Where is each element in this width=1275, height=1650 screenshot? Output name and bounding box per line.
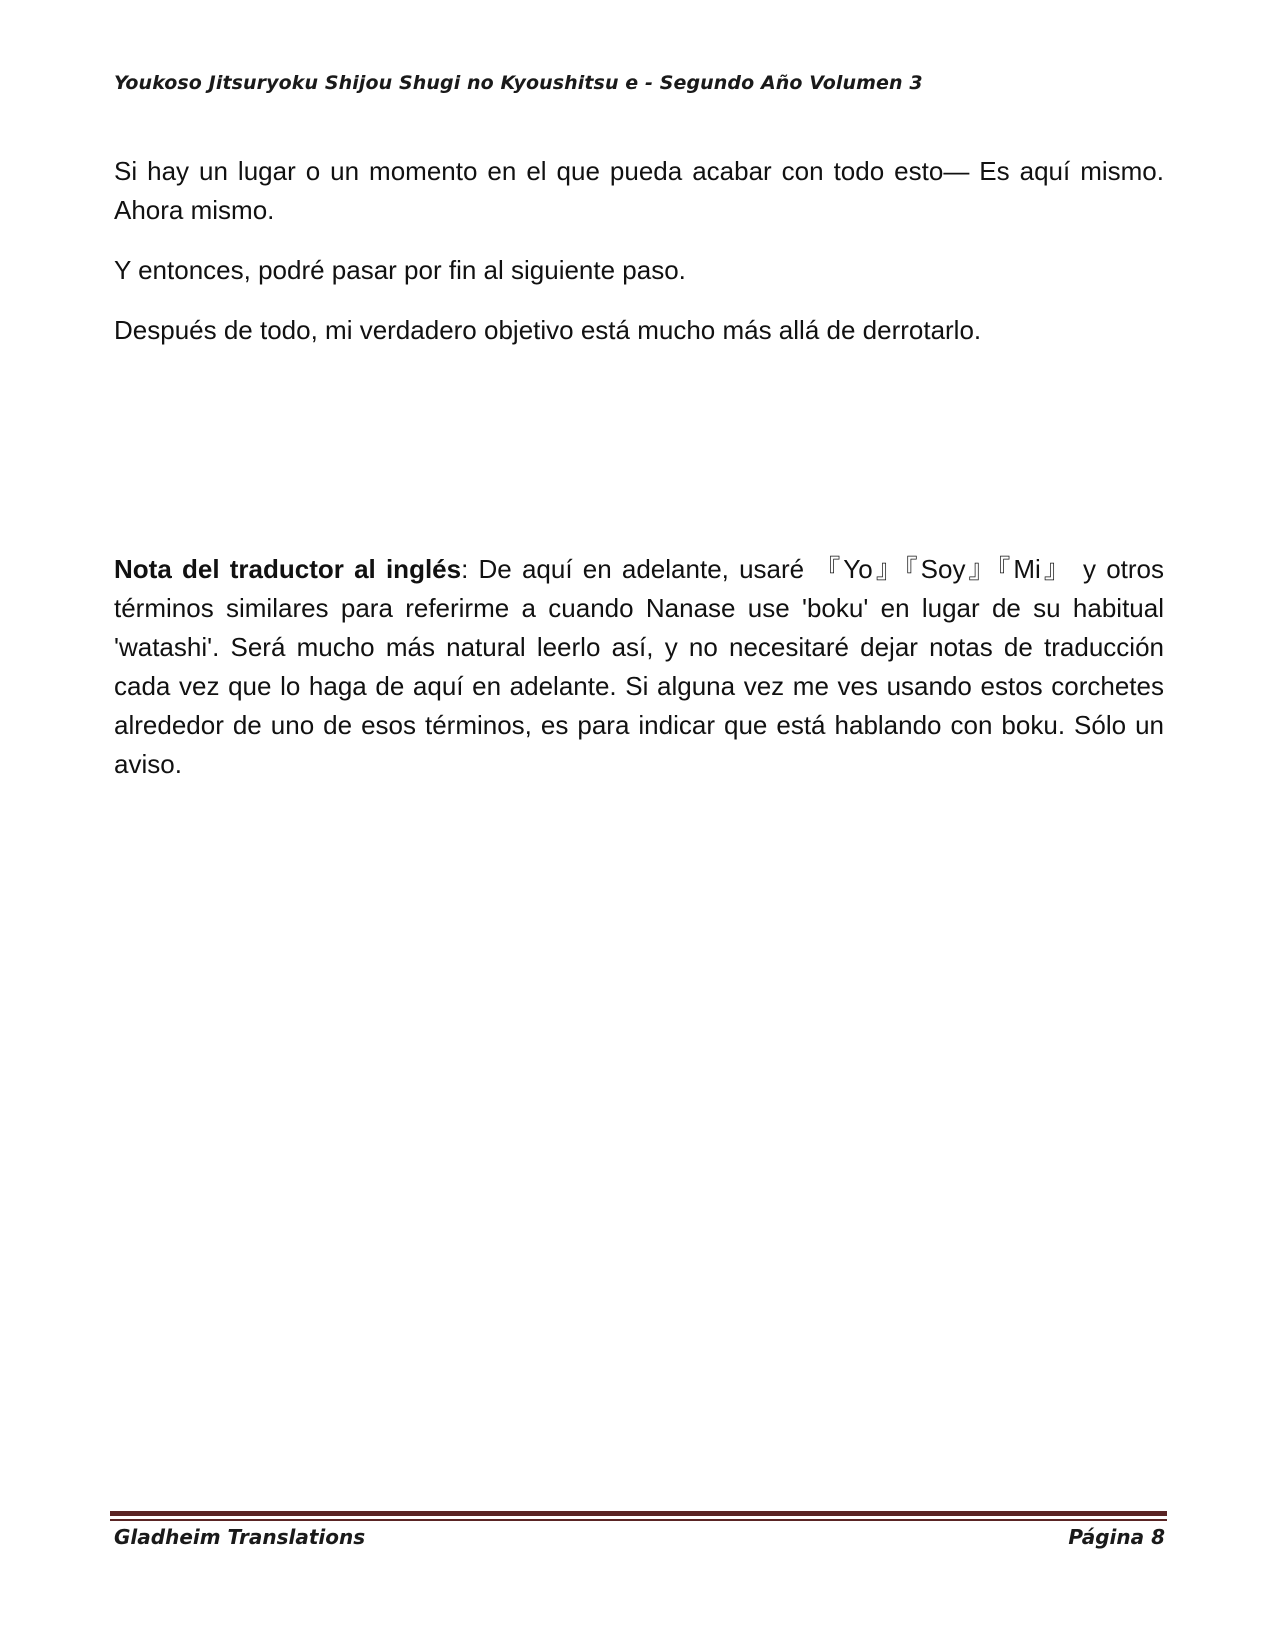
paragraph-2: Y entonces, podré pasar por fin al siguiente paso.: [114, 255, 686, 285]
footer-divider: [110, 1511, 1167, 1516]
translator-note: [114, 550, 1164, 784]
page-number: Página 8: [1068, 1525, 1165, 1549]
translator-note-label: Nota del traductor al inglés: [114, 554, 462, 584]
footer-publisher: Gladheim Translations: [114, 1525, 366, 1549]
translator-note-text: : De aquí en adelante, usaré 『Yo』『Soy』『Mi』 y otros términos similares para referirme a cuando Nanase use 'boku' en lugar de su habitual 'watashi'. Será mucho más natural leerlo así, y no necesitaré dejar notas de traducción cada vez que lo haga de aquí en adelante. Si alguna vez me ves usando estos corchetes alrededor de uno de esos términos, es para indicar que está hablando con boku. Sólo un aviso.: [114, 554, 1164, 779]
paragraph-3: Después de todo, mi verdadero objetivo está mucho más allá de derrotarlo.: [114, 315, 982, 345]
footer-divider-thin: [110, 1519, 1167, 1521]
running-header: Youkoso Jitsuryoku Shijou Shugi no Kyoushitsu e - Segundo Año Volumen 3: [114, 72, 923, 94]
paragraph-1: Si hay un lugar o un momento en el que pueda acabar con todo esto— Es aquí mismo. Ahora mismo.: [114, 156, 1164, 225]
